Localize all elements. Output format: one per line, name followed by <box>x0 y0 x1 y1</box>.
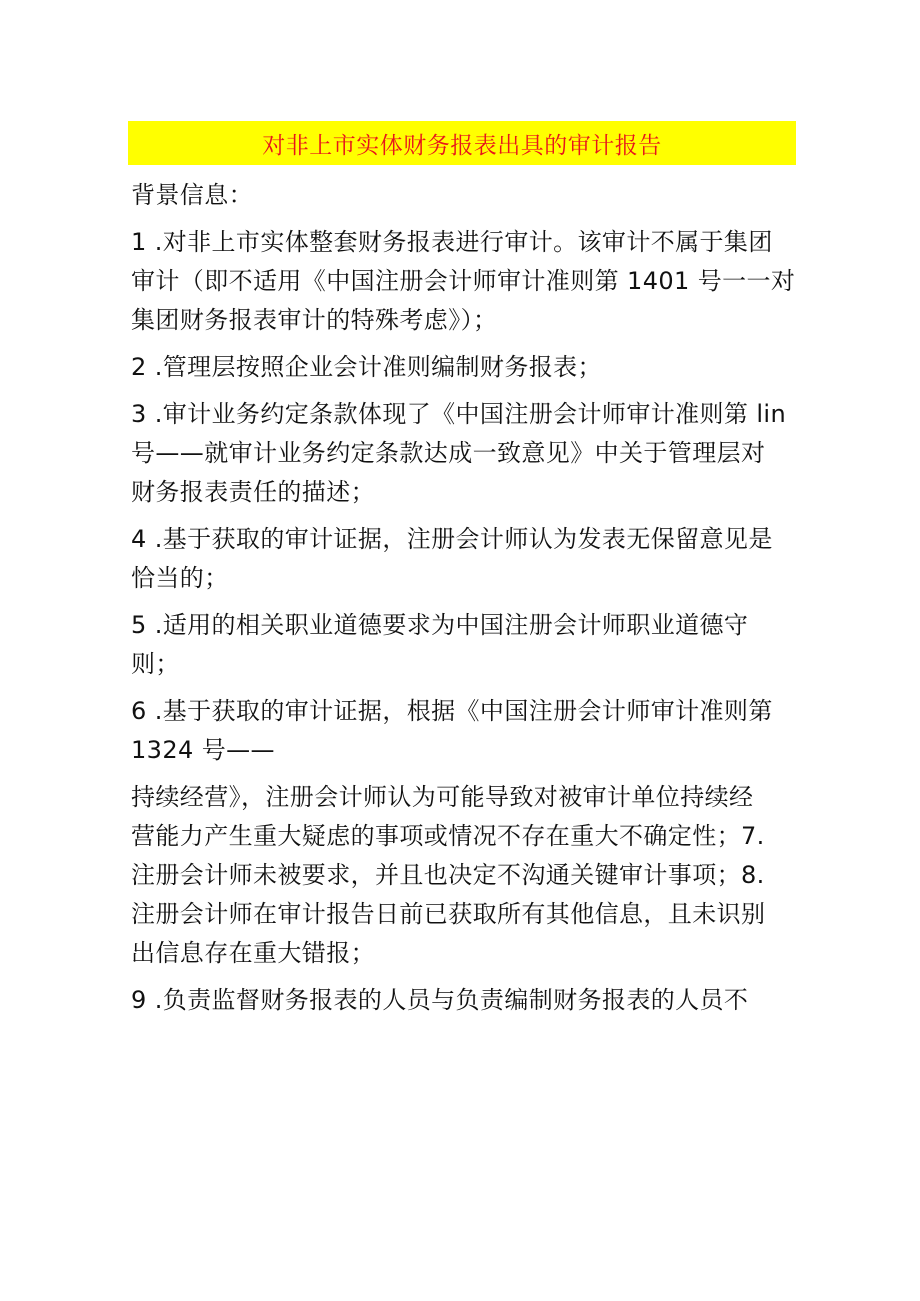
paragraph-5-line-2: 则； <box>131 650 180 678</box>
paragraph-6-line-5: 注册会计师未被要求，并且也决定不沟通关键审计事项；8. <box>131 861 765 889</box>
paragraph-9-line-1: 9 .负责监督财务报表的人员与负责编制财务报表的人员不 <box>131 986 749 1014</box>
background-heading: 背景信息： <box>131 181 253 209</box>
paragraph-4-line-2: 恰当的； <box>131 564 229 592</box>
paragraph-5-line-1: 5 .适用的相关职业道德要求为中国注册会计师职业道德守 <box>131 611 749 639</box>
paragraph-2-line-1: 2 .管理层按照企业会计准则编制财务报表； <box>131 353 602 381</box>
document-title: 对非上市实体财务报表出具的审计报告 <box>262 132 662 159</box>
paragraph-1-line-2: 审计（即不适用《中国注册会计师审计准则第 1401 号一一对 <box>131 267 796 295</box>
paragraph-6-line-1: 6 .基于获取的审计证据，根据《中国注册会计师审计准则第 <box>131 697 773 725</box>
paragraph-6-line-7: 出信息存在重大错报； <box>131 939 375 967</box>
paragraph-6-line-6: 注册会计师在审计报告日前已获取所有其他信息，且未识别 <box>131 900 766 928</box>
title-banner <box>128 121 796 165</box>
paragraph-6-line-3: 持续经营》，注册会计师认为可能导致对被审计单位持续经 <box>131 783 754 811</box>
paragraph-1-line-1: 1 .对非上市实体整套财务报表进行审计。该审计不属于集团 <box>131 228 773 256</box>
document-body <box>131 176 801 1020</box>
paragraph-1-line-3: 集团财务报表审计的特殊考虑》）； <box>131 306 498 334</box>
paragraph-6-line-4: 营能力产生重大疑虑的事项或情况不存在重大不确定性；7. <box>131 822 765 850</box>
paragraph-3-line-1: 3 .审计业务约定条款体现了《中国注册会计师审计准则第 lin <box>131 400 787 428</box>
paragraph-3-line-2: 号——就审计业务约定条款达成一致意见》中关于管理层对 <box>131 439 766 467</box>
paragraph-6-line-2: 1324 号—— <box>131 736 275 764</box>
paragraph-4-line-1: 4 .基于获取的审计证据，注册会计师认为发表无保留意见是 <box>131 525 773 553</box>
paragraph-3-line-3: 财务报表责任的描述； <box>131 478 375 506</box>
